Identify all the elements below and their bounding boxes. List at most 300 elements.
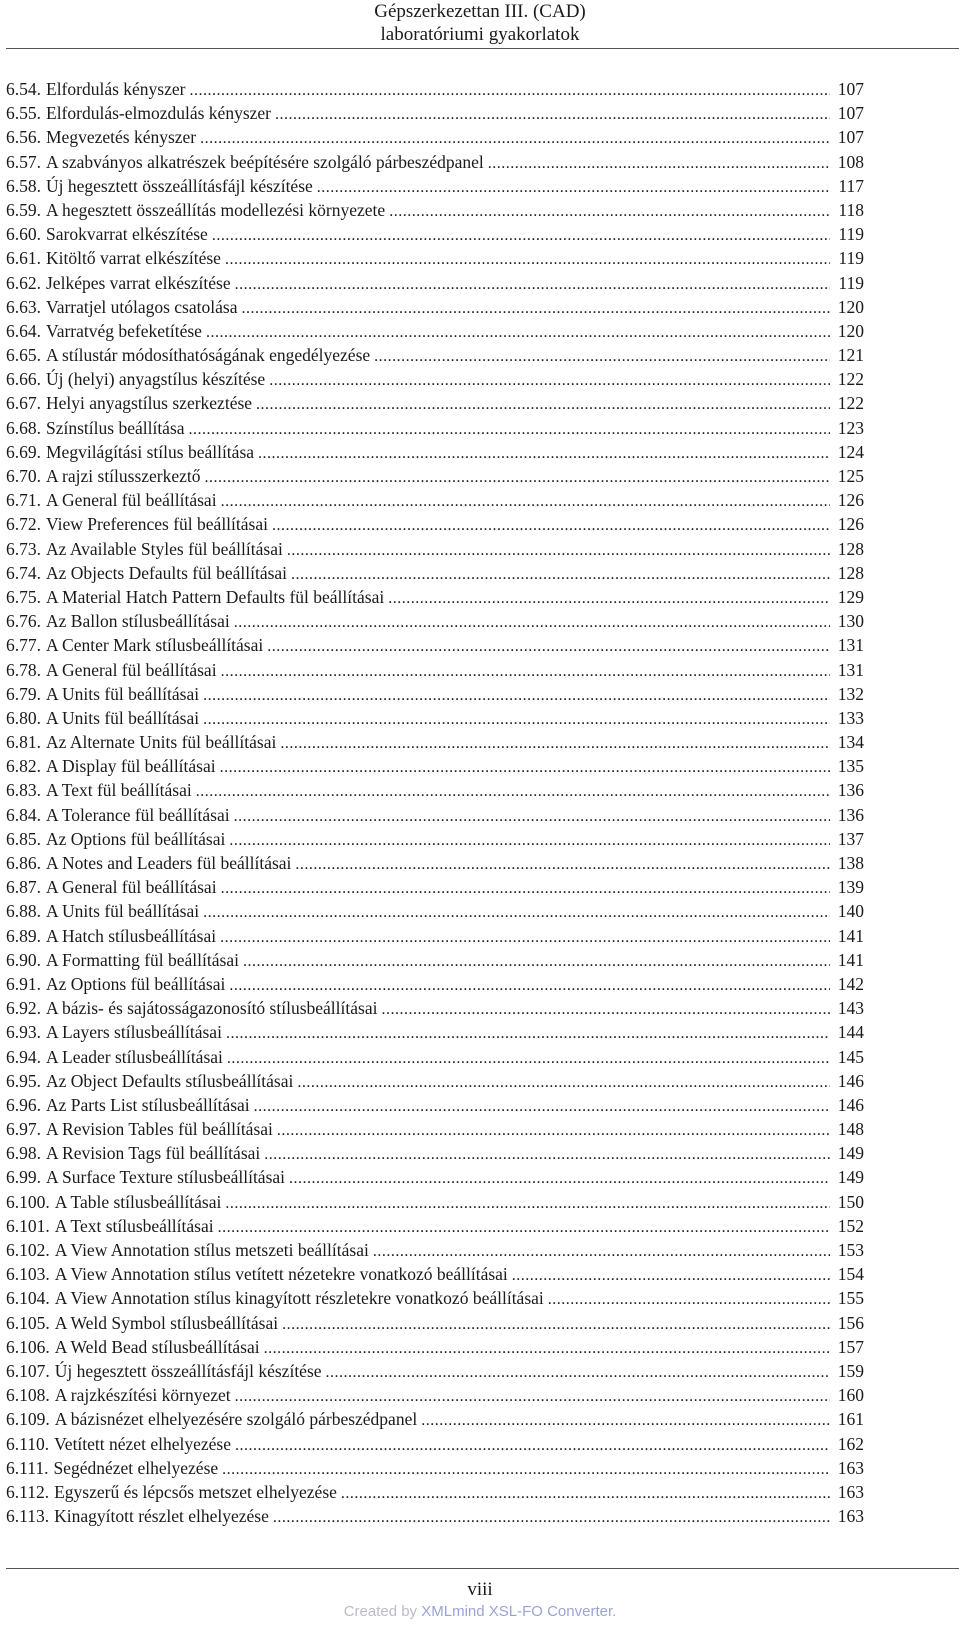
toc-dot-leader (231, 1385, 830, 1409)
toc-dot-leader (250, 1095, 830, 1119)
toc-dot-leader (196, 127, 830, 151)
toc-entry[interactable] (6, 1456, 864, 1480)
toc-dot-leader (185, 79, 830, 103)
toc-entry[interactable] (6, 1069, 864, 1093)
toc-entry-page: 161 (837, 1409, 864, 1430)
toc-entry-page: 130 (837, 611, 864, 632)
toc-entry-title: A szabványos alkatrészek beépítésére szolgáló párbeszédpanel (46, 151, 484, 172)
toc-entry-page: 134 (837, 732, 864, 753)
toc-entry-page: 153 (837, 1240, 864, 1260)
toc-entry-title: Megvilágítási stílus beállítása (46, 441, 255, 462)
toc-entry-page: 119 (838, 248, 864, 269)
toc-dot-leader (337, 1482, 830, 1506)
toc-entry-page: 163 (837, 1481, 864, 1502)
toc-dot-leader (268, 514, 830, 538)
toc-dot-leader (260, 1143, 830, 1167)
toc-entry-number: 6.102. (6, 1240, 50, 1260)
toc-entry-page: 149 (837, 1143, 864, 1164)
toc-dot-leader (214, 1216, 830, 1240)
toc-entry[interactable] (6, 174, 864, 198)
toc-entry-title: View Preferences fül beállításai (46, 514, 268, 535)
header-divider (6, 48, 959, 49)
toc-entry-title: A bázis- és sajátosságazonosító stílusbeállításai (46, 998, 378, 1019)
toc-entry[interactable] (6, 295, 864, 319)
toc-dot-leader (276, 732, 830, 756)
toc-entry-title: Színstílus beállítása (46, 417, 185, 438)
toc-entry[interactable] (6, 343, 864, 367)
toc-dot-leader (484, 152, 830, 176)
credit-brand: XMLmind XSL-FO Converter. (421, 1603, 617, 1620)
toc-entry-number: 6.89. (6, 925, 41, 946)
toc-entry-title: Elfordulás kényszer (46, 79, 186, 99)
toc-entry-number: 6.58. (6, 175, 41, 196)
toc-entry-title: Az Ballon stílusbeállításai (46, 611, 230, 632)
toc-entry[interactable] (6, 101, 864, 125)
toc-dot-leader (369, 1240, 830, 1264)
toc-entry-title: Jelképes varrat elkészítése (46, 272, 231, 293)
toc-entry-title: Az Available Styles fül beállításai (46, 538, 283, 559)
toc-dot-leader (377, 998, 830, 1022)
toc-entry-title: Egyszerű és lépcsős metszet elhelyezése (54, 1481, 337, 1502)
toc-entry-page: 121 (837, 345, 864, 366)
toc-entry[interactable] (6, 1214, 864, 1238)
toc-entry-title: A General fül beállításai (46, 877, 217, 898)
toc-dot-leader (230, 611, 830, 635)
toc-entry-page: 124 (837, 441, 864, 462)
toc-entry-page: 148 (837, 1119, 864, 1140)
toc-dot-leader (278, 1313, 830, 1337)
toc-entry-number: 6.83. (6, 780, 41, 801)
toc-entry-page: 119 (838, 224, 864, 245)
toc-entry-title: A rajzi stílusszerkeztő (46, 466, 201, 486)
toc-entry[interactable] (6, 972, 864, 996)
toc-dot-leader (285, 1167, 830, 1191)
toc-entry-page: 117 (838, 175, 864, 196)
toc-entry-title: Elfordulás-elmozdulás kényszer (46, 103, 271, 124)
toc-entry-page: 155 (837, 1288, 864, 1309)
toc-dot-leader (185, 418, 830, 442)
toc-entry-title: Új hegesztett összeállításfájl készítése (54, 1360, 322, 1381)
toc-entry-page: 136 (837, 804, 864, 825)
toc-entry-number: 6.111. (6, 1457, 49, 1478)
toc-dot-leader (218, 1458, 830, 1482)
toc-entry-title: A Notes and Leaders fül beállításai (46, 853, 292, 873)
toc-entry-page: 122 (837, 393, 864, 414)
toc-entry-page: 146 (837, 1070, 864, 1091)
toc-entry-number: 6.105. (6, 1312, 50, 1333)
toc-dot-leader (223, 1047, 830, 1071)
toc-entry[interactable] (6, 464, 864, 488)
toc-entry-title: Megvezetés kényszer (46, 127, 197, 148)
toc-entry-page: 131 (837, 635, 864, 656)
toc-entry-title: Új hegesztett összeállításfájl készítése (46, 175, 313, 196)
toc-entry-number: 6.69. (6, 441, 41, 462)
toc-entry-number: 6.75. (6, 586, 41, 607)
toc-entry-number: 6.97. (6, 1119, 41, 1140)
toc-entry-title: Az Options fül beállításai (46, 828, 226, 849)
toc-entry-page: 119 (838, 272, 864, 293)
toc-entry-number: 6.93. (6, 1022, 41, 1043)
toc-entry-number: 6.54. (6, 79, 41, 99)
toc-entry-title: A Revision Tables fül beállításai (46, 1119, 273, 1140)
toc-entry[interactable] (6, 561, 864, 585)
toc-entry-title: Az Objects Defaults fül beállításai (46, 562, 288, 583)
toc-dot-leader (217, 660, 830, 684)
toc-entry-title: Sarokvarrat elkészítése (46, 224, 208, 245)
toc-entry[interactable] (6, 1117, 864, 1141)
toc-entry[interactable] (6, 658, 864, 682)
toc-entry[interactable] (6, 198, 864, 222)
toc-entry-title: A View Annotation stílus kinagyított részletekre vonatkozó beállításai (54, 1288, 544, 1309)
toc-dot-leader (273, 1119, 830, 1143)
header-subtitle: laboratóriumi gyakorlatok (380, 24, 580, 45)
toc-entry-number: 6.79. (6, 683, 41, 704)
toc-entry-title: A Leader stílusbeállításai (46, 1046, 223, 1067)
toc-entry[interactable] (6, 319, 864, 343)
toc-entry-page: 126 (837, 490, 864, 511)
toc-entry[interactable] (6, 948, 864, 972)
toc-entry-number: 6.86. (6, 853, 41, 873)
toc-entry-page: 125 (837, 466, 864, 486)
toc-entry-number: 6.85. (6, 828, 41, 849)
toc-entry[interactable] (6, 633, 864, 657)
toc-entry[interactable] (6, 1238, 864, 1262)
toc-dot-leader (283, 539, 830, 563)
toc-entry-title: A General fül beállításai (46, 659, 217, 680)
toc-entry[interactable] (6, 1093, 864, 1117)
toc-dot-leader (231, 273, 830, 297)
toc-entry[interactable] (6, 899, 864, 923)
toc-entry-title: A Units fül beállításai (46, 901, 200, 922)
toc-entry-page: 128 (837, 562, 864, 583)
toc-entry-number: 6.88. (6, 901, 41, 922)
toc-entry-title: A Table stílusbeállításai (54, 1191, 222, 1212)
toc-entry[interactable] (6, 803, 864, 827)
toc-entry[interactable] (6, 271, 864, 295)
toc-entry-page: 126 (837, 514, 864, 535)
toc-entry[interactable] (6, 512, 864, 536)
toc-dot-leader (291, 853, 830, 877)
toc-entry-title: Az Options fül beállításai (46, 973, 226, 994)
toc-dot-leader (231, 1434, 830, 1458)
toc-entry[interactable] (6, 1020, 864, 1044)
toc-entry[interactable] (6, 1383, 864, 1407)
toc-entry-number: 6.74. (6, 562, 41, 583)
toc-entry-page: 107 (837, 79, 864, 99)
toc-dot-leader (313, 176, 830, 200)
toc-dot-leader (384, 587, 830, 611)
toc-entry-number: 6.113. (6, 1506, 50, 1527)
toc-entry[interactable] (6, 1407, 864, 1431)
toc-entry[interactable] (6, 1286, 864, 1310)
toc-dot-leader (265, 369, 830, 393)
toc-entry[interactable] (6, 682, 864, 706)
toc-entry[interactable] (6, 391, 864, 415)
toc-entry-page: 149 (837, 1167, 864, 1188)
toc-entry-page: 133 (837, 707, 864, 728)
toc-entry-title: A Weld Bead stílusbeállításai (54, 1336, 260, 1357)
toc-entry-number: 6.108. (6, 1385, 50, 1406)
toc-entry-title: A Display fül beállításai (46, 756, 216, 777)
toc-entry-number: 6.84. (6, 804, 41, 825)
toc-entry-page: 163 (837, 1457, 864, 1478)
toc-entry-number: 6.55. (6, 103, 41, 124)
toc-entry-title: A hegesztett összeállítás modellezési környezete (46, 199, 386, 220)
toc-dot-leader (322, 1361, 830, 1385)
toc-entry-page: 150 (837, 1191, 864, 1212)
toc-entry-page: 136 (837, 780, 864, 801)
toc-dot-leader (199, 901, 830, 925)
toc-dot-leader (192, 780, 830, 804)
toc-entry-title: Varratjel utólagos csatolása (46, 296, 238, 317)
toc-entry[interactable] (6, 1359, 864, 1383)
toc-dot-leader (221, 1192, 830, 1216)
toc-entry-page: 122 (837, 369, 864, 390)
toc-entry-title: Az Object Defaults stílusbeállításai (46, 1070, 294, 1091)
toc-entry-number: 6.87. (6, 877, 41, 898)
toc-entry[interactable] (6, 1480, 864, 1504)
toc-entry-page: 144 (837, 1022, 864, 1043)
toc-entry-title: A Layers stílusbeállításai (46, 1022, 222, 1043)
toc-dot-leader (216, 926, 830, 950)
toc-entry-page: 108 (837, 151, 864, 172)
toc-dot-leader (254, 442, 830, 466)
toc-dot-leader (199, 708, 830, 732)
toc-entry[interactable] (6, 488, 864, 512)
toc-entry-page: 140 (837, 901, 864, 922)
toc-entry-number: 6.82. (6, 756, 41, 777)
toc-entry[interactable] (6, 246, 864, 270)
toc-entry-number: 6.60. (6, 224, 41, 245)
toc-entry-title: A Hatch stílusbeállításai (46, 925, 217, 946)
toc-entry-title: A Center Mark stílusbeállításai (46, 635, 264, 656)
toc-entry[interactable] (6, 730, 864, 754)
toc-entry-page: 160 (837, 1385, 864, 1406)
toc-entry-title: A View Annotation stílus metszeti beállításai (54, 1240, 369, 1260)
toc-entry[interactable] (6, 537, 864, 561)
toc-entry-title: A Units fül beállításai (46, 683, 200, 704)
toc-entry-title: A Formatting fül beállításai (46, 949, 239, 970)
toc-entry-number: 6.78. (6, 659, 41, 680)
toc-dot-leader (508, 1264, 830, 1288)
toc-entry-number: 6.63. (6, 296, 41, 317)
toc-entry-page: 135 (837, 756, 864, 777)
toc-entry-number: 6.91. (6, 973, 41, 994)
toc-entry-number: 6.56. (6, 127, 41, 148)
toc-entry[interactable] (6, 996, 864, 1020)
toc-dot-leader (269, 1506, 830, 1530)
toc-entry-page: 132 (837, 683, 864, 704)
toc-entry-page: 118 (838, 199, 864, 220)
toc-entry-page: 146 (837, 1094, 864, 1115)
toc-entry[interactable] (6, 754, 864, 778)
toc-dot-leader (417, 1409, 830, 1433)
toc-dot-leader (252, 393, 830, 417)
toc-entry-title: A Text fül beállításai (46, 780, 192, 801)
toc-entry-title: Vetített nézet elhelyezése (54, 1433, 231, 1454)
toc-entry-title: A Surface Texture stílusbeállításai (46, 1167, 286, 1188)
toc-entry-title: A Material Hatch Pattern Defaults fül beállításai (46, 586, 385, 607)
toc-entry-number: 6.109. (6, 1409, 50, 1430)
toc-entry-page: 123 (837, 417, 864, 438)
toc-entry-number: 6.77. (6, 635, 41, 656)
toc-entry-number: 6.81. (6, 732, 41, 753)
toc-dot-leader (216, 756, 830, 780)
toc-entry-number: 6.61. (6, 248, 41, 269)
toc-entry-number: 6.71. (6, 490, 41, 511)
toc-entry[interactable] (6, 1190, 864, 1214)
toc-entry-number: 6.90. (6, 949, 41, 970)
toc-entry[interactable] (6, 609, 864, 633)
toc-entry-title: Új (helyi) anyagstílus készítése (46, 369, 266, 390)
toc-dot-leader (217, 490, 830, 514)
toc-entry-title: A View Annotation stílus vetített nézetekre vonatkozó beállításai (54, 1264, 508, 1285)
toc-entry-page: 139 (837, 877, 864, 898)
toc-entry-number: 6.95. (6, 1070, 41, 1091)
toc-entry[interactable] (6, 1141, 864, 1165)
toc-entry-number: 6.66. (6, 369, 41, 390)
toc-entry-page: 120 (837, 320, 864, 341)
toc-entry-number: 6.80. (6, 707, 41, 728)
toc-entry-title: A Tolerance fül beállításai (46, 804, 230, 825)
toc-entry-title: Kinagyított részlet elhelyezése (54, 1506, 269, 1527)
toc-dot-leader (263, 635, 830, 659)
toc-entry[interactable] (6, 125, 864, 149)
toc-entry-page: 141 (837, 925, 864, 946)
toc-entry-number: 6.110. (6, 1433, 50, 1454)
toc-entry[interactable] (6, 1335, 864, 1359)
toc-entry-page: 129 (837, 586, 864, 607)
converter-credit (0, 1603, 960, 1620)
table-of-contents (6, 77, 864, 1528)
toc-entry-number: 6.70. (6, 466, 41, 486)
toc-entry[interactable] (6, 1045, 864, 1069)
toc-entry-page: 152 (837, 1215, 864, 1236)
toc-entry-page: 120 (837, 296, 864, 317)
header-title: Gépszerkezettan III. (CAD) (374, 1, 586, 22)
toc-entry[interactable] (6, 706, 864, 730)
toc-entry-title: Varratvég befeketítése (46, 320, 202, 341)
toc-dot-leader (370, 345, 830, 369)
toc-dot-leader (225, 829, 830, 853)
toc-entry-number: 6.65. (6, 345, 41, 366)
toc-dot-leader (385, 200, 830, 224)
toc-dot-leader (225, 974, 830, 998)
page-number: viii (467, 1579, 493, 1600)
toc-entry-number: 6.107. (6, 1360, 50, 1381)
toc-dot-leader (199, 684, 830, 708)
toc-entry-number: 6.104. (6, 1288, 50, 1309)
toc-entry[interactable] (6, 1504, 864, 1528)
toc-entry-number: 6.101. (6, 1215, 50, 1236)
toc-dot-leader (222, 1022, 830, 1046)
toc-dot-leader (201, 466, 830, 490)
toc-entry-page: 137 (837, 828, 864, 849)
toc-entry-title: A Text stílusbeállításai (54, 1215, 214, 1236)
toc-entry-number: 6.62. (6, 272, 41, 293)
toc-dot-leader (293, 1071, 830, 1095)
toc-dot-leader (208, 224, 830, 248)
toc-entry-number: 6.59. (6, 199, 41, 220)
toc-entry-title: A Revision Tags fül beállításai (46, 1143, 261, 1164)
toc-entry-page: 162 (837, 1433, 864, 1454)
toc-entry[interactable] (6, 1165, 864, 1189)
toc-entry-number: 6.98. (6, 1143, 41, 1164)
toc-entry-title: Az Parts List stílusbeállításai (46, 1094, 250, 1115)
toc-entry[interactable] (6, 778, 864, 802)
toc-entry-number: 6.57. (6, 151, 41, 172)
toc-entry-title: Az Alternate Units fül beállításai (46, 732, 277, 753)
toc-entry-title: A bázisnézet elhelyezésére szolgáló párbeszédpanel (54, 1409, 418, 1430)
toc-entry-number: 6.96. (6, 1094, 41, 1115)
toc-entry-page: 107 (837, 127, 864, 148)
toc-entry-number: 6.76. (6, 611, 41, 632)
toc-entry-number: 6.64. (6, 320, 41, 341)
toc-entry-page: 138 (837, 853, 864, 873)
toc-entry-title: A stílustár módosíthatóságának engedélyezése (46, 345, 371, 366)
toc-dot-leader (230, 805, 830, 829)
toc-entry-page: 157 (837, 1336, 864, 1357)
toc-entry[interactable] (6, 416, 864, 440)
toc-dot-leader (237, 297, 830, 321)
toc-dot-leader (217, 877, 830, 901)
toc-entry[interactable] (6, 440, 864, 464)
toc-entry-title: Kitöltő varrat elkészítése (46, 248, 221, 269)
toc-entry[interactable] (6, 77, 864, 101)
toc-entry-page: 156 (837, 1312, 864, 1333)
toc-entry[interactable] (6, 924, 864, 948)
toc-entry[interactable] (6, 222, 864, 246)
toc-entry-title: A rajzkészítési környezet (54, 1385, 231, 1406)
toc-entry-page: 142 (837, 973, 864, 994)
toc-entry-page: 154 (837, 1264, 864, 1285)
toc-entry-page: 131 (837, 659, 864, 680)
toc-entry-number: 6.112. (6, 1481, 50, 1502)
toc-entry-page: 128 (837, 538, 864, 559)
toc-entry-page: 145 (837, 1046, 864, 1067)
toc-entry-page: 143 (837, 998, 864, 1019)
toc-entry[interactable] (6, 585, 864, 609)
toc-entry[interactable] (6, 150, 864, 174)
toc-entry-title: Segédnézet elhelyezése (53, 1457, 219, 1478)
toc-dot-leader (287, 563, 830, 587)
footer-divider (6, 1568, 959, 1569)
toc-entry-title: Helyi anyagstílus szerkeztése (46, 393, 253, 414)
toc-dot-leader (221, 248, 830, 272)
credit-prefix: Created by (343, 1603, 418, 1620)
toc-entry-page: 107 (837, 103, 864, 124)
toc-entry[interactable] (6, 1432, 864, 1456)
toc-entry-title: A General fül beállításai (46, 490, 217, 511)
toc-entry[interactable] (6, 1262, 864, 1286)
toc-entry-number: 6.73. (6, 538, 41, 559)
toc-entry[interactable] (6, 367, 864, 391)
toc-entry-title: A Units fül beállításai (46, 707, 200, 728)
toc-entry-number: 6.72. (6, 514, 41, 535)
toc-entry-number: 6.100. (6, 1191, 50, 1212)
toc-entry-number: 6.94. (6, 1046, 41, 1067)
toc-entry-title: A Weld Symbol stílusbeállításai (54, 1312, 279, 1333)
toc-dot-leader (544, 1288, 830, 1312)
toc-entry[interactable] (6, 827, 864, 851)
toc-entry-number: 6.67. (6, 393, 41, 414)
toc-dot-leader (239, 950, 830, 974)
toc-entry[interactable] (6, 851, 864, 875)
toc-entry[interactable] (6, 1311, 864, 1335)
toc-entry-number: 6.99. (6, 1167, 41, 1188)
toc-dot-leader (202, 321, 830, 345)
toc-entry[interactable] (6, 875, 864, 899)
